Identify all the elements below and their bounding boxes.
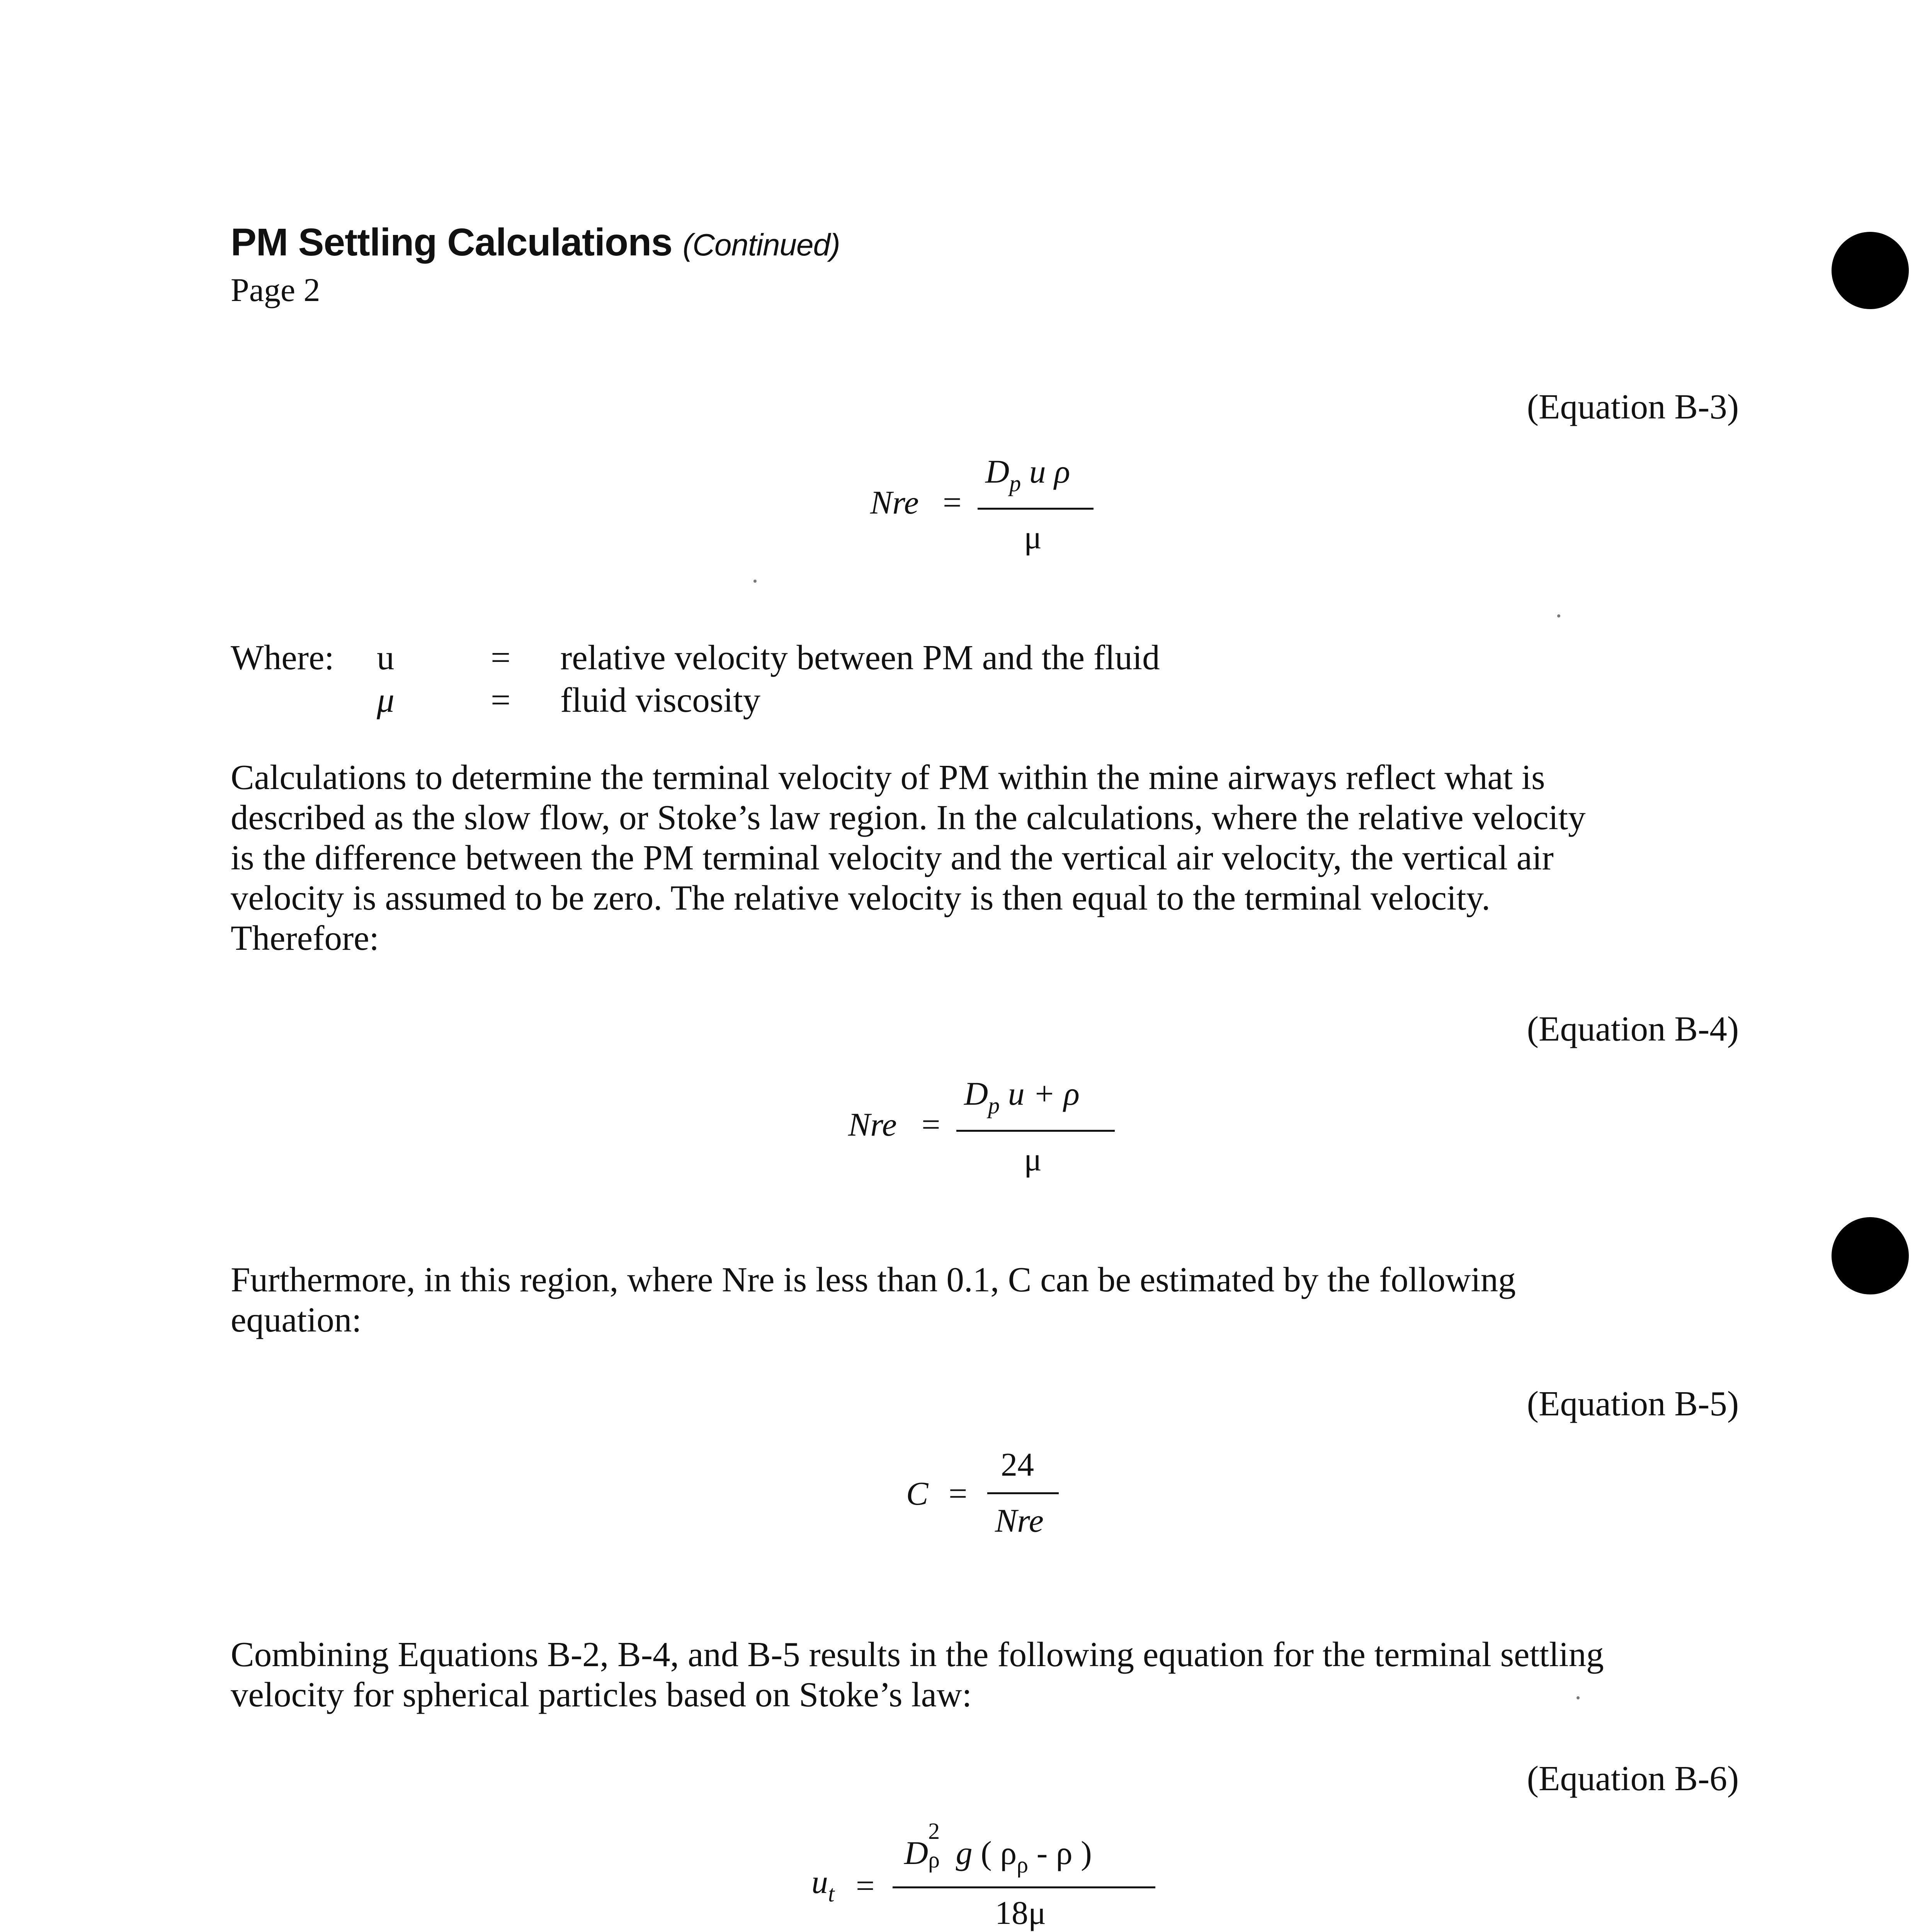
equation-b3-num-rest: u ρ	[1029, 453, 1070, 490]
equation-b4-numerator	[964, 1074, 1080, 1119]
paragraph-1-line-5: Therefore:	[231, 918, 379, 957]
where-row-1-equals: =	[491, 638, 511, 677]
equation-b4-fraction-bar	[956, 1130, 1115, 1132]
where-row-2-symbol: μ	[377, 680, 395, 719]
equation-b6-lhs	[811, 1862, 835, 1907]
equation-b3-numerator	[985, 452, 1070, 497]
equation-b4-num-rest: u + ρ	[1008, 1075, 1080, 1112]
equation-b5-denominator: Nre	[995, 1502, 1044, 1539]
equation-b3-lhs: Nre	[870, 484, 919, 521]
equation-b5-label: (Equation B-5)	[1527, 1384, 1739, 1423]
title-suffix: (Continued)	[682, 228, 840, 262]
where-row-1-desc: relative velocity between PM and the fluid	[560, 638, 1160, 677]
equation-b3-label: (Equation B-3)	[1527, 387, 1739, 426]
where-row-2-desc: fluid viscosity	[560, 680, 761, 719]
paragraph-2-line-1: Furthermore, in this region, where Nre is less than 0.1, C can be estimated by the following	[231, 1260, 1516, 1299]
equation-b5-lhs: C	[906, 1475, 929, 1512]
where-row-2-equals: =	[491, 680, 511, 719]
scan-speck	[1577, 1696, 1580, 1699]
paragraph-1-line-4: velocity is assumed to be zero. The relative velocity is then equal to the terminal velocity.	[231, 878, 1490, 917]
equation-b6-num-minus-rho: - ρ )	[1036, 1834, 1092, 1871]
equation-b3-num-d: D	[985, 453, 1010, 490]
scan-speck	[753, 580, 757, 583]
paragraph-3-line-2: velocity for spherical particles based on Stoke’s law:	[231, 1675, 972, 1714]
equation-b6-lhs-u: u	[811, 1863, 828, 1900]
paragraph-terminal-velocity	[231, 757, 1586, 958]
paragraph-1-line-3: is the difference between the PM terminal velocity and the vertical air velocity, the vertical air	[231, 838, 1554, 877]
paragraph-3-line-1: Combining Equations B-2, B-4, and B-5 results in the following equation for the terminal settling	[231, 1635, 1604, 1674]
equation-b6-num-g: g	[956, 1834, 973, 1871]
paragraph-2-line-2: equation:	[231, 1300, 362, 1339]
equation-b4-label: (Equation B-4)	[1527, 1009, 1739, 1048]
equation-b6-label: (Equation B-6)	[1527, 1759, 1739, 1798]
equation-b6-fraction-bar	[893, 1886, 1155, 1888]
equation-b6-num-d-sup: 2	[928, 1818, 940, 1844]
equation-b6-num-d-sub: ρ	[928, 1847, 940, 1872]
equation-b6-num-paren: (	[981, 1834, 992, 1871]
where-label: Where:	[231, 638, 334, 677]
equation-b6-denominator: 18μ	[995, 1894, 1046, 1931]
equation-b3-denominator: μ	[1024, 519, 1042, 556]
equation-b4-num-d: D	[964, 1075, 988, 1112]
equation-b5-equals: =	[949, 1475, 968, 1512]
binder-hole-middle	[1832, 1217, 1909, 1294]
paragraph-nre-region	[231, 1260, 1516, 1340]
equation-b3-equals: =	[943, 484, 962, 521]
equation-b6-num-rho-sub: ρ	[1017, 1852, 1029, 1878]
page-label: Page 2	[231, 271, 320, 308]
paragraph-1-line-2: described as the slow flow, or Stoke’s law region. In the calculations, where the relative velocity	[231, 798, 1586, 837]
title-text: PM Settling Calculations	[231, 221, 672, 264]
equation-b6-equals: =	[856, 1867, 875, 1904]
equation-b4-num-d-sub: p	[988, 1093, 1000, 1118]
scan-speck	[1557, 614, 1560, 617]
equation-b5-fraction-bar	[987, 1492, 1059, 1494]
equation-b3-num-d-sub: p	[1009, 471, 1021, 496]
page-title	[231, 220, 840, 265]
where-row-1-symbol: u	[377, 638, 395, 677]
equation-b6-num-rho: ρ	[1000, 1834, 1017, 1871]
paragraph-1-line-1: Calculations to determine the terminal velocity of PM within the mine airways reflect what is	[231, 758, 1545, 797]
equation-b6-num-d: D	[904, 1834, 929, 1871]
equation-b4-lhs: Nre	[848, 1106, 897, 1143]
equation-b3-fraction-bar	[978, 508, 1094, 510]
equation-b6-lhs-sub: t	[828, 1881, 835, 1906]
equation-b4-denominator: μ	[1024, 1141, 1042, 1178]
paragraph-combining-equations	[231, 1634, 1604, 1715]
equation-b6-numerator	[904, 1818, 1092, 1878]
binder-hole-top	[1832, 232, 1909, 309]
equation-b4-equals: =	[922, 1106, 940, 1143]
equation-b5-numerator: 24	[1001, 1446, 1034, 1483]
